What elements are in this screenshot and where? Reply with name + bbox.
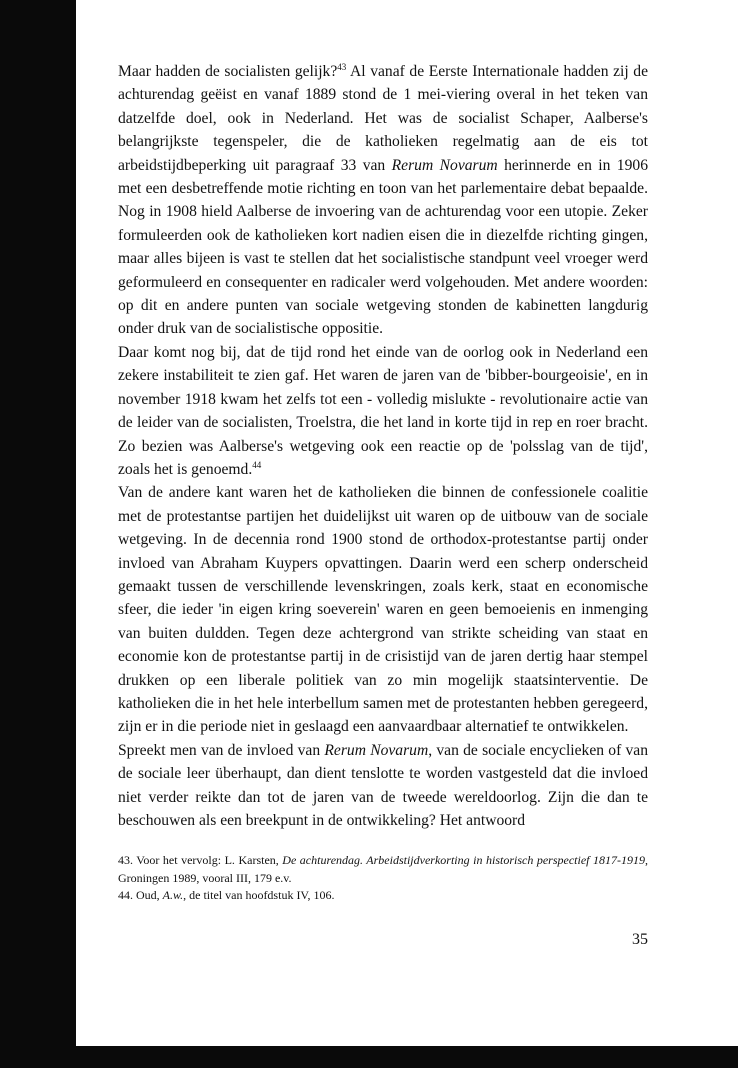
paragraph: Maar hadden de socialisten gelijk?$^{43}$ Al vanaf de Eerste Internationale hadden zij de achturendag geëist en vanaf 1889 stond de 1 mei-viering overal in het teken van datzelfde doel, ook in Nederland. Het was de socialist Schaper, Aalberse's belangrijkste tegenspeler, die de katholieken regelmatig aan de eis tot arbeidstijdbeperking uit paragraaf 33 van Rerum Novarum herinnerde en in 1906 met een desbetreffende motie richting en toon van het parlementaire debat bepaalde. Nog in 1908 hield Aalberse de invoering van de achturendag voor een utopie. Zeker formuleerden ook de katholieken kort nadien eisen die in diezelfde richting gingen, maar alles bijeen is vast te stellen dat het socialistische standpunt veel vroeger werd geformuleerd en consequenter en radicaler werd volgehouden. Met andere woorden: op dit en andere punten van sociale wetgeving stonden de kabinetten langdurig onder druk van de socialistische oppositie. [118,62,648,338]
page-body [118,60,648,832]
page-number: 35 [632,931,648,948]
italic-title: Rerum Novarum [324,741,429,759]
paragraph: Spreekt men van de invloed van Rerum Novarum, van de sociale encyclieken of van de sociale leer überhaupt, dan dient tenslotte te worden vastgesteld dat die invloed niet verder reikte dan tot de jaren van de tweede wereldoorlog. Zijn die dan te beschouwen als een breekpunt in de ontwikkeling? Het antwoord [118,741,649,829]
italic-title: Rerum Novarum [391,156,498,174]
footnote-ref: 43 [337,62,347,72]
footnote: 44. Oud, A.w., de titel van hoofdstuk IV, 106. [118,888,335,902]
footnote-ref: 44 [252,459,262,470]
body-text [118,60,648,832]
italic-title: De achturendag. Arbeidstijdverkorting in historisch perspectief 1817-1919 [282,853,646,867]
footnotes [118,852,648,905]
footnote: 43. Voor het vervolg: L. Karsten, De achturendag. Arbeidstijdverkorting in historisch perspectief 1817-1919, Groningen 1989, vooral III, 179 e.v. [118,853,649,885]
italic-title: A.w. [162,888,184,902]
scan-border-bottom [0,1046,738,1068]
scan-border-left [0,0,76,1068]
paragraph: Van de andere kant waren het de katholieken die binnen de confessionele coalitie met de protestantse partijen het duidelijkst uit waren op de uitbouw van de sociale wetgeving. In de decennia rond 1900 stond de orthodox-protestantse partij onder invloed van Abraham Kuypers opvattingen. Daarin werd een scherp onderscheid gemaakt tussen de verschillende levenskringen, zoals kerk, staat en economische sfeer, die ieder 'in eigen kring soeverein' waren en geen bemoeienis en inmenging van buiten duldden. Tegen deze achtergrond van strikte scheiding van staat en economie kon de protestantse partij in de crisistijd van de jaren dertig haar stempel drukken op een liberale politiek van zo min mogelijk staatsinterventie. De katholieken die in het hele interbellum samen met de protestanten hebben geregeerd, zijn er in die periode niet in geslaagd een aanvaardbaar alternatief te ontwikkelen. [118,484,648,736]
paragraph: Daar komt nog bij, dat de tijd rond het einde van de oorlog ook in Nederland een zekere instabiliteit te zien gaf. Het waren de jaren van de 'bibber-bourgeoisie', en in november 1918 kwam het zelfs tot een - volledig mislukte - revolutionaire actie van de leider van de socialisten, Troelstra, die het land in korte tijd in rep en roer bracht. Zo bezien was Aalberse's wetgeving ook een reactie op de 'polsslag van de tijd', zoals het is genoemd.$^{44}$ [118,343,648,478]
